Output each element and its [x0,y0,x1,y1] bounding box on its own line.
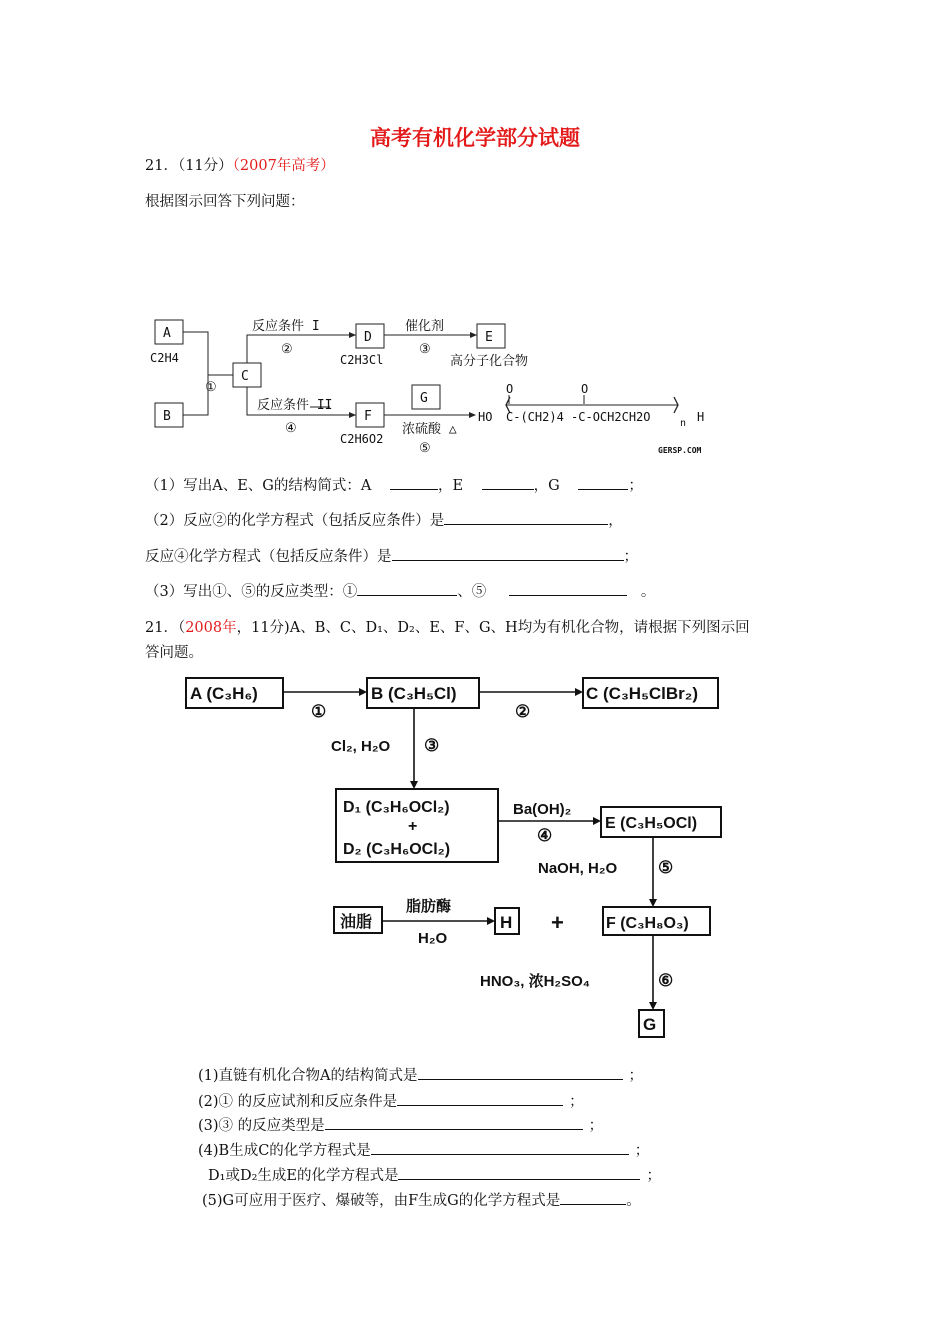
q2-line-3-text: (3)③ 的反应类型是 [198,1118,325,1134]
q2-line-1-text: (1)直链有机化合物A的结构简式是 [198,1068,418,1084]
label-H: H [500,913,513,932]
label-E: E (C₃H₅OCl) [605,815,698,832]
q2-line-5-end: ； [646,1168,661,1184]
q2-number: 21．（ [145,620,186,636]
reagent-nitration: HNO₃, 浓H₂SO₄ [480,973,590,990]
q1-sub3-end: 。 [640,584,656,600]
q1-sub2b [145,545,638,566]
step-5: ⑤ [658,858,674,877]
condition-cl2-h2o: Cl₂, H₂O [331,738,391,755]
label-G: G [420,391,428,406]
blank-e[interactable] [482,475,534,490]
condition-1: 反应条件 I [252,319,320,334]
enzyme-lipase: 脂肪酶 [406,898,452,915]
q1-sub2b-end: ； [623,549,638,565]
blank-q2-5[interactable] [398,1165,640,1180]
q2-line-1-end: ； [628,1068,644,1084]
q2-line-4 [198,1139,649,1160]
page-title: 高考有机化学部分试题 [370,126,580,150]
q2-reaction-diagram [180,670,740,1045]
label-C: C [241,369,249,384]
polymer-formula: C-(CH2)4 -C-OCH2CH2O [506,410,651,424]
q2-line-1 [198,1064,643,1085]
q2-line-6-end: 。 [626,1193,641,1209]
blank-q2-4[interactable] [371,1140,629,1155]
polymer-h: H [697,410,705,424]
reagent-baoh2: Ba(OH)₂ [513,801,572,818]
step-2: ② [281,342,293,357]
q2-header [145,616,750,637]
blank-type-1[interactable] [357,581,457,596]
label-E: E [485,330,493,345]
polymer-o1: O [506,382,514,396]
blank-reaction-4[interactable] [392,546,624,561]
q2-line-2 [198,1090,584,1111]
condition-2: 反应条件 II [257,398,333,413]
q2-intro: ，11分)A、B、C、D₁、D₂、E、F、G、H均为有机化合物，请根据下列图示回 [236,620,750,636]
q1-header [145,154,335,175]
q1-prompt: 根据图示回答下列问题： [145,194,305,210]
polymer-n: n [680,418,687,429]
blank-q2-1[interactable] [418,1065,623,1080]
label-G: G [643,1015,657,1034]
step-4: ④ [537,826,553,845]
q1-number: 21．（11分） [145,158,233,174]
q2-line-2-end: ； [569,1094,584,1110]
label-B: B [163,409,171,424]
q1-reaction-diagram [140,305,720,460]
plus-d: + [408,818,418,835]
q2-line-4-text: (4)B生成C的化学方程式是 [198,1143,371,1159]
reagent-h2o: H₂O [418,930,448,947]
blank-q2-6[interactable] [560,1190,626,1205]
q1-sub3-mid: 、⑤ [457,584,487,600]
q2-intro-line2: 答问题。 [145,645,203,661]
q2-line-4-end: ； [634,1143,650,1159]
polymer-ho: HO [478,410,493,424]
step-1: ① [311,702,327,721]
catalyst: 催化剂 [405,319,445,334]
blank-reaction-2[interactable] [444,510,608,525]
q2-line-5 [208,1164,661,1185]
q1-sub2b-text: 反应④化学方程式（包括反应条件）是 [145,549,392,565]
q1-sub1 [145,474,643,495]
formula-A: C2H4 [150,351,179,365]
blank-g[interactable] [578,475,628,490]
q2-line-6-text: (5)G可应用于医疗、爆破等，由F生成G的化学方程式是 [202,1193,561,1209]
conc-h2so4: 浓硫酸 △ [402,422,457,437]
blank-q2-2[interactable] [397,1091,563,1106]
q1-sub1-text-e: ，E [437,478,464,494]
q1-sub1-end: ； [628,478,643,494]
step-5: ⑤ [419,441,431,456]
plus-h-f: + [551,910,564,935]
label-E-polymer: 高分子化合物 [450,354,529,369]
q2-line-5-text: D₁或D₂生成E的化学方程式是 [208,1168,399,1184]
label-B: B (C₃H₅Cl) [371,684,457,703]
q1-sub2a [145,509,623,530]
q1-sub2a-text: （2）反应②的化学方程式（包括反应条件）是 [145,513,445,529]
step-6: ⑥ [658,971,674,990]
watermark-logo: GERSP.COM [658,446,702,455]
formula-F: C2H6O2 [340,432,384,446]
label-A: A [163,326,171,341]
step-2: ② [515,702,531,721]
label-A: A (C₃H₆) [190,684,258,703]
label-F: F (C₃H₈O₃) [606,915,689,932]
blank-a[interactable] [390,475,438,490]
step-4: ④ [285,421,297,436]
label-D1: D₁ (C₃H₆OCl₂) [343,799,450,816]
q2-line-2-text: (2)① 的反应试剂和反应条件是 [198,1094,398,1110]
q2-line-6 [202,1189,641,1210]
step-1: ① [205,380,217,395]
q1-sub3-text: （3）写出①、⑤的反应类型：① [145,584,358,600]
label-D2: D₂ (C₃H₆OCl₂) [343,841,451,858]
polymer-o2: O [581,382,589,396]
reagent-naoh: NaOH, H₂O [538,860,618,877]
label-D: D [364,330,372,345]
formula-D: C2H3Cl [340,353,384,367]
q2-line-3-end: ； [588,1118,604,1134]
label-C: C (C₃H₅ClBr₂) [586,684,698,703]
q1-sub1-text-g: ，G [533,478,560,494]
label-oil: 油脂 [340,914,373,931]
q2-line-3 [198,1114,603,1135]
blank-type-5[interactable] [509,581,627,596]
q1-sub1-text-a: （1）写出A、E、G的结构简式：A [145,478,372,494]
q2-source: 2008年 [185,620,237,636]
step-3: ③ [419,342,431,357]
q1-sub2a-end: ， [608,513,623,529]
label-F: F [364,409,372,424]
q1-source: （2007年高考） [232,158,335,174]
q1-sub3 [145,580,655,601]
step-3: ③ [424,736,440,755]
blank-q2-3[interactable] [325,1115,583,1130]
